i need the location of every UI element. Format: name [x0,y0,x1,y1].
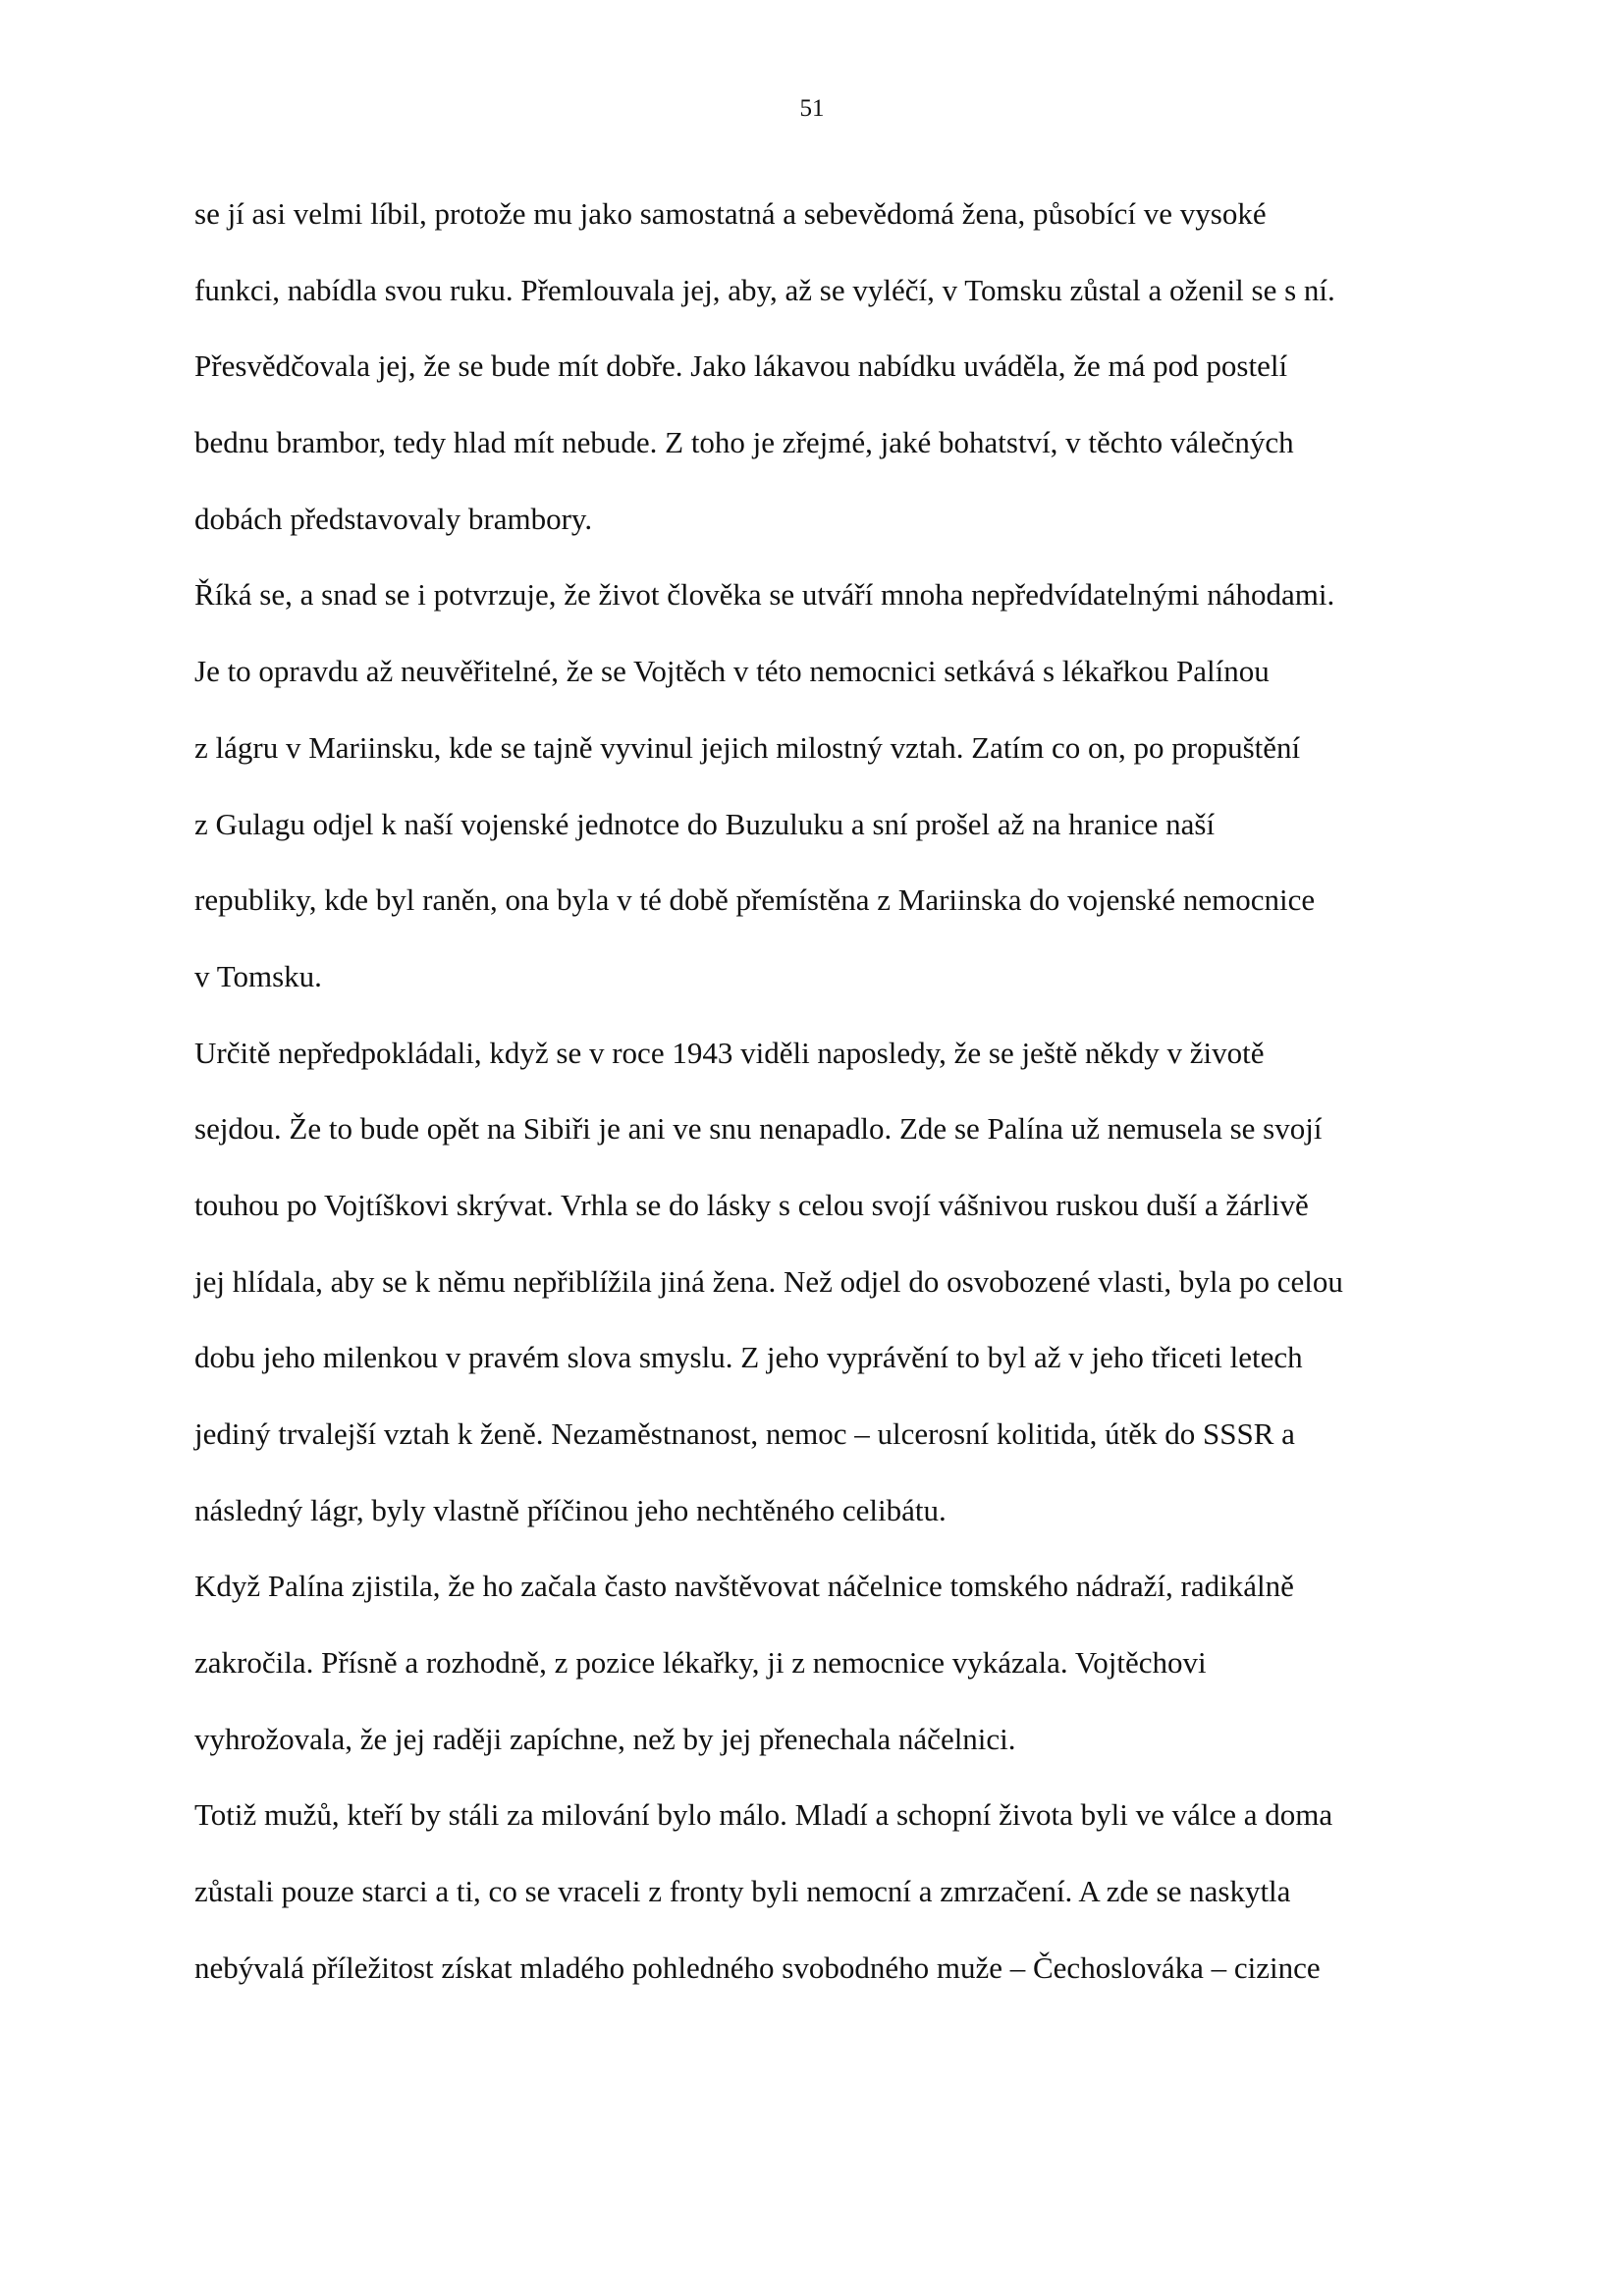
text-line: Je to opravdu až neuvěřitelné, že se Vojtěch v této nemocnici setkává s lékařkou Palínou [194,654,1270,689]
text-line: republiky, kde byl raněn, ona byla v té době přemístěna z Mariinska do vojenské nemocnice [194,882,1316,918]
text-line: sejdou. Že to bude opět na Sibiři je ani ve snu nenapadlo. Zde se Palína už nemusela se svojí [194,1111,1323,1147]
text-line: Přesvědčovala jej, že se bude mít dobře. Jako lákavou nabídku uváděla, že má pod postelí [194,348,1288,384]
text-line: z lágru v Mariinsku, kde se tajně vyvinul jejich milostný vztah. Zatím co on, po propuštění [194,729,1301,765]
text-line: Totiž mužů, kteří by stáli za milování bylo málo. Mladí a schopní života byli ve válce a doma [194,1797,1333,1833]
text-line: zůstali pouze starci a ti, co se vraceli z fronty byli nemocní a zmrzačení. A zde se naskytla [194,1874,1291,1909]
text-line: dobách představovaly brambory. [194,501,593,536]
text-line: zakročila. Přísně a rozhodně, z pozice lékařky, ji z nemocnice vykázala. Vojtěchovi [194,1645,1207,1681]
page-number: 51 [799,95,825,122]
text-line: nebývalá příležitost získat mladého pohledného svobodného muže – Čechoslováka – cizince [194,1949,1321,1985]
text-line: funkci, nabídla svou ruku. Přemlouvala jej, aby, až se vyléčí, v Tomsku zůstal a oženil se s ní. [194,272,1335,307]
text-line: touhou po Vojtíškovi skrývat. Vrhla se do lásky s celou svojí vášnivou ruskou duší a žárlivě [194,1187,1309,1222]
text-line: z Gulagu odjel k naší vojenské jednotce do Buzuluku a sní prošel až na hranice naší [194,806,1216,841]
text-line: se jí asi velmi líbil, protože mu jako samostatná a sebevědomá žena, působící ve vysoké [194,196,1267,231]
text-line: dobu jeho milenkou v pravém slova smyslu. Z jeho vyprávění to byl až v jeho třiceti letech [194,1340,1303,1375]
text-line: Říká se, a snad se i potvrzuje, že život člověka se utváří mnoha nepředvídatelnými náhodami. [194,577,1335,613]
text-line: v Tomsku. [194,958,322,993]
text-line: jediný trvalejší vztah k ženě. Nezaměstnanost, nemoc – ulcerosní kolitida, útěk do SSSR a [194,1416,1295,1451]
text-line: bednu brambor, tedy hlad mít nebude. Z toho je zřejmé, jaké bohatství, v těchto válečných [194,425,1294,460]
body-text [194,194,1461,2025]
text-line: vyhrožovala, že jej raději zapíchne, než by jej přenechala náčelnici. [194,1721,1016,1756]
text-line: Když Palína zjistila, že ho začala často navštěvovat náčelnice tomského nádraží, radikálně [194,1569,1294,1604]
text-line: následný lágr, byly vlastně příčinou jeho nechtěného celibátu. [194,1492,947,1527]
text-line: Určitě nepředpokládali, když se v roce 1943 viděli naposledy, že se ještě někdy v životě [194,1035,1265,1070]
text-line: jej hlídala, aby se k němu nepřiblížila jiná žena. Než odjel do osvobozené vlasti, byla po celou [194,1263,1343,1299]
